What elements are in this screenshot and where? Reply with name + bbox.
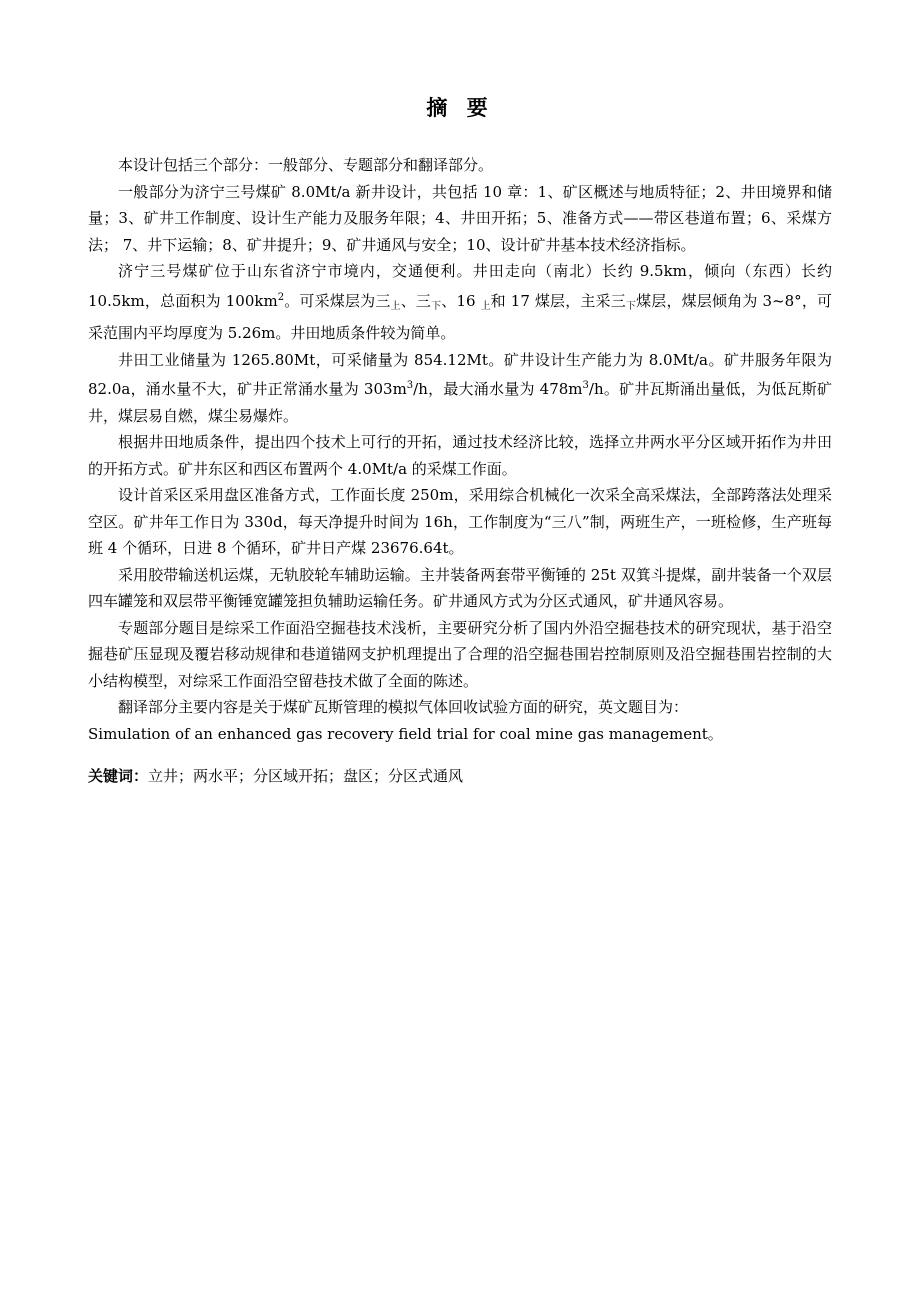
text-run: 。可采煤层为三 (284, 291, 391, 310)
superscript: 3 (582, 380, 589, 391)
keywords-label: 关键词： (88, 767, 149, 785)
text-run: 、三 (400, 291, 432, 310)
text-run: 济宁三号煤矿位于山东省济宁市境内，交通便利。井田走向（南北）长约 9.5km，倾向（东西）长约 10.5km，总面积为 100km (88, 262, 832, 310)
page-title: 摘 要 (426, 96, 494, 120)
paragraph-transport: 采用胶带输送机运煤，无轨胶轮车辅助运输。主井装备两套带平衡锤的 25t 双箕斗提煤，副井装备一个双层四车罐笼和双层带平衡锤宽罐笼担负辅助运输任务。矿井通风方式为分区式通风，矿井通风容易。 (88, 565, 832, 610)
text-run: 和 17 煤层，主采三 (490, 291, 626, 310)
paragraph-panel-design: 设计首采区采用盘区准备方式，工作面长度 250m，采用综合机械化一次采全高采煤法，全部跨落法处理采空区。矿井年工作日为 330d，每天净提升时间为 16h，工作制度为“三八”制，两班生产，一班检修，生产班每班 4 个循环，日进 8 个循环，矿井日产煤 23676.64t。 (88, 486, 832, 557)
text-run: 煤层，煤层倾角为 3~8°，可采范围内平均厚度为 5.26m。井田地质条件较为简单。 (88, 291, 833, 342)
text-run: /h。矿井瓦斯涌出量低，为低瓦斯矿井，煤层易自燃，煤尘易爆炸。 (88, 380, 833, 425)
subscript: 上 (480, 300, 491, 312)
paragraph-english-title: Simulation of an enhanced gas recovery field trial for coal mine gas management。 (88, 724, 723, 743)
superscript: 3 (406, 380, 414, 391)
keywords-text: 立井；两水平；分区域开拓；盘区；分区式通风 (148, 767, 464, 785)
superscript: 2 (277, 291, 285, 303)
text-run: 井田工业储量为 1265.80Mt，可采储量为 854.12Mt。矿井设计生产能力为 8.0Mt/a。矿井服务年限为 82.0a，涌水量不大，矿井正常涌水量为 303m (88, 350, 832, 398)
paragraph-reserves (88, 347, 832, 430)
keywords (88, 763, 832, 789)
paragraph-mine-overview (88, 258, 832, 347)
abstract-page (88, 88, 832, 789)
paragraph-intro: 本设计包括三个部分：一般部分、专题部分和翻译部分。 (118, 156, 494, 174)
paragraph-development: 根据井田地质条件，提出四个技术上可行的开拓，通过技术经济比较，选择立井两水平分区域开拓作为井田的开拓方式。矿井东区和西区布置两个 4.0Mt/a 的采煤工作面。 (88, 433, 832, 478)
subscript: 下 (431, 300, 442, 312)
subscript: 上 (390, 300, 401, 312)
text-run: 、16 (441, 291, 481, 310)
text-run: /h，最大涌水量为 478m (413, 380, 583, 398)
paragraph-special-topic: 专题部分题目是综采工作面沿空掘巷技术浅析，主要研究分析了国内外沿空掘巷技术的研究现状，基于沿空掘巷矿压显现及覆岩移动规律和巷道锚网支护机理提出了合理的沿空掘巷围岩控制原则及沿空掘巷围岩控制的大小结构模型，对综采工作面沿空留巷技术做了全面的陈述。 (88, 618, 832, 690)
paragraph-general-part: 一般部分为济宁三号煤矿 8.0Mt/a 新井设计，共包括 10 章：1、矿区概述与地质特征；2、井田境界和储量；3、矿井工作制度、设计生产能力及服务年限；4、井田开拓；5、准备方式——带区巷道布置；6、采煤方法； 7、井下运输；8、矿井提升；9、矿井通风与安全；10、设计矿井基本技术经济指标。 (88, 182, 832, 254)
subscript: 下 (625, 300, 637, 312)
paragraph-translation: 翻译部分主要内容是关于煤矿瓦斯管理的模拟气体回收试验方面的研究，英文题目为： (118, 698, 689, 716)
